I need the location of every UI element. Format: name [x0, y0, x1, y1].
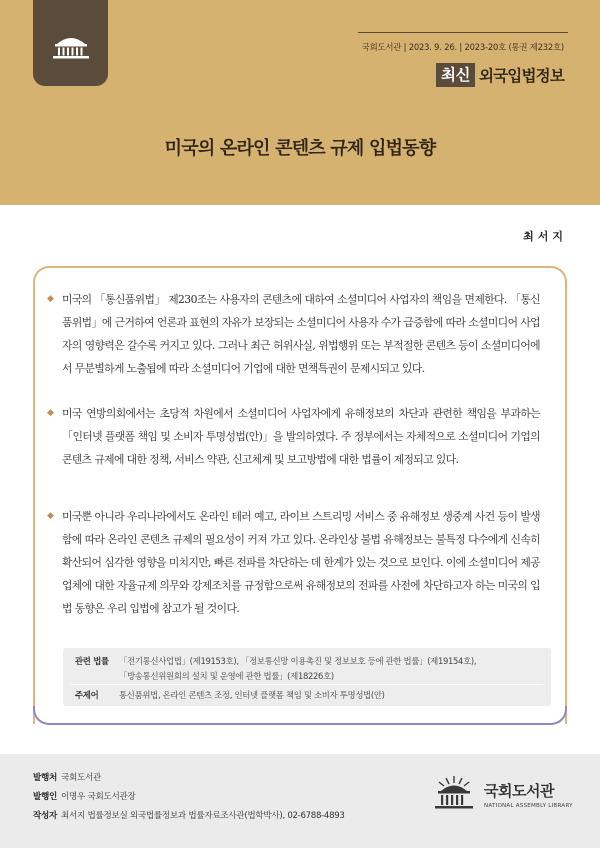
issuer-label: 발행인: [33, 792, 58, 802]
diamond-bullet-icon: ◆: [47, 511, 54, 521]
national-assembly-building-icon: [51, 34, 91, 60]
related-laws-label: 관련 법률: [75, 656, 109, 666]
series-name: 외국입법정보: [478, 67, 564, 85]
summary-box-bottom: [33, 706, 567, 725]
writer-value: 최서지 법률정보실 외국법률정보과 법률자료조사관(법학박사), 02-6788-4893: [61, 811, 345, 821]
writer-line: [33, 809, 345, 821]
publisher-label: 발행처: [33, 773, 58, 783]
paragraph-text: 미국뿐 아니라 우리나라에서도 온라인 테러 예고, 라이브 스트리밍 서비스 중 유해정보 생중계 사건 등이 발생함에 따라 온라인 콘텐츠 규제의 필요성이 커져 가고 있다. 온라인상 불법 유해정보는 불특정 다수에게 신속히 확산되어 심각한 영향을 미치지만, 빠른 전파를 차단하는 데 한계가 있는 것으로 보인다. 이에 소셜미디어 제공업체에 대한 자율규제 의무와 강제조치를 규정함으로써 유해정보의 전파를 사전에 차단하고자 하는 미국의 입법 동향은 우리 입법에 참고가 될 것이다.: [62, 510, 540, 615]
paragraph-text: 미국 연방의회에서는 초당적 차원에서 소셜미디어 사업자에게 유해정보의 차단과 관련한 책임을 부과하는 「인터넷 플랫폼 책임 및 소비자 투명성법(안)」을 발의하였다. 주 정부에서는 자체적으로 소셜미디어 기업의 콘텐츠 규제에 대한 정책, 서비스 약관, 신고체계 및 보고방법에 대한 법률이 제정되고 있다.: [62, 407, 540, 466]
summary-paragraph: [47, 402, 540, 471]
footer: [0, 754, 600, 848]
page-title: 미국의 온라인 콘텐츠 규제 입법동향: [164, 138, 436, 159]
related-laws-line: 「방송통신위원회의 설치 및 운영에 관한 법률」(제18226호): [119, 671, 334, 681]
publisher-line: [33, 771, 101, 783]
summary-paragraph: [47, 505, 540, 620]
author-name: 최서지: [523, 230, 567, 243]
keywords-value: 통신품위법, 온라인 콘텐츠 조정, 인터넷 플랫폼 책임 및 소비자 투명성법(안): [119, 690, 385, 700]
summary-paragraph: [47, 288, 540, 380]
issuer-value: 이명우 국회도서관장: [61, 792, 136, 802]
header-divider: [358, 32, 568, 33]
related-laws-row: [63, 654, 476, 684]
library-logo-tab: [33, 0, 108, 86]
diamond-bullet-icon: ◆: [47, 408, 54, 418]
panel-divider: [71, 684, 543, 685]
publisher-value: 국회도서관: [61, 773, 102, 783]
library-name-english: NATIONAL ASSEMBLY LIBRARY: [484, 803, 573, 809]
writer-label: 작성자: [33, 811, 58, 821]
issuer-line: [33, 790, 135, 802]
paragraph-text: 미국의 「통신품위법」 제230조는 사용자의 콘텐츠에 대하여 소셜미디어 사업자의 책임을 면제한다. 「통신품위법」에 근거하여 언론과 표현의 자유가 보장되는 소셜미디어 사용자 수가 급증함에 따라 소셜미디어 사업자의 영향력은 갈수록 커지고 있다. 그러나 최근 허위사실, 위법행위 또는 부적절한 콘텐츠 등이 소셜미디어에서 무분별하게 노출됨에 따라 소셜미디어 기업에 대한 면책특권이 문제시되고 있다.: [62, 293, 540, 375]
series-title: [436, 63, 564, 87]
diamond-bullet-icon: ◆: [47, 294, 54, 304]
national-assembly-library-logo-icon: [432, 774, 476, 814]
issue-info: 국회도서관 | 2023. 9. 26. | 2023-20호 (통권 제232호): [361, 42, 564, 52]
keywords-row: [63, 688, 385, 703]
header-banner: [0, 0, 600, 205]
related-laws-line: 「전기통신사업법」(제19153호), 「정보통신망 이용촉진 및 정보보호 등에 관한 법률」(제19154호),: [119, 656, 477, 666]
library-name: 국회도서관: [484, 782, 554, 800]
related-info-panel: [63, 648, 551, 706]
series-badge: 최신: [436, 63, 475, 87]
keywords-label: 주제어: [75, 690, 99, 700]
